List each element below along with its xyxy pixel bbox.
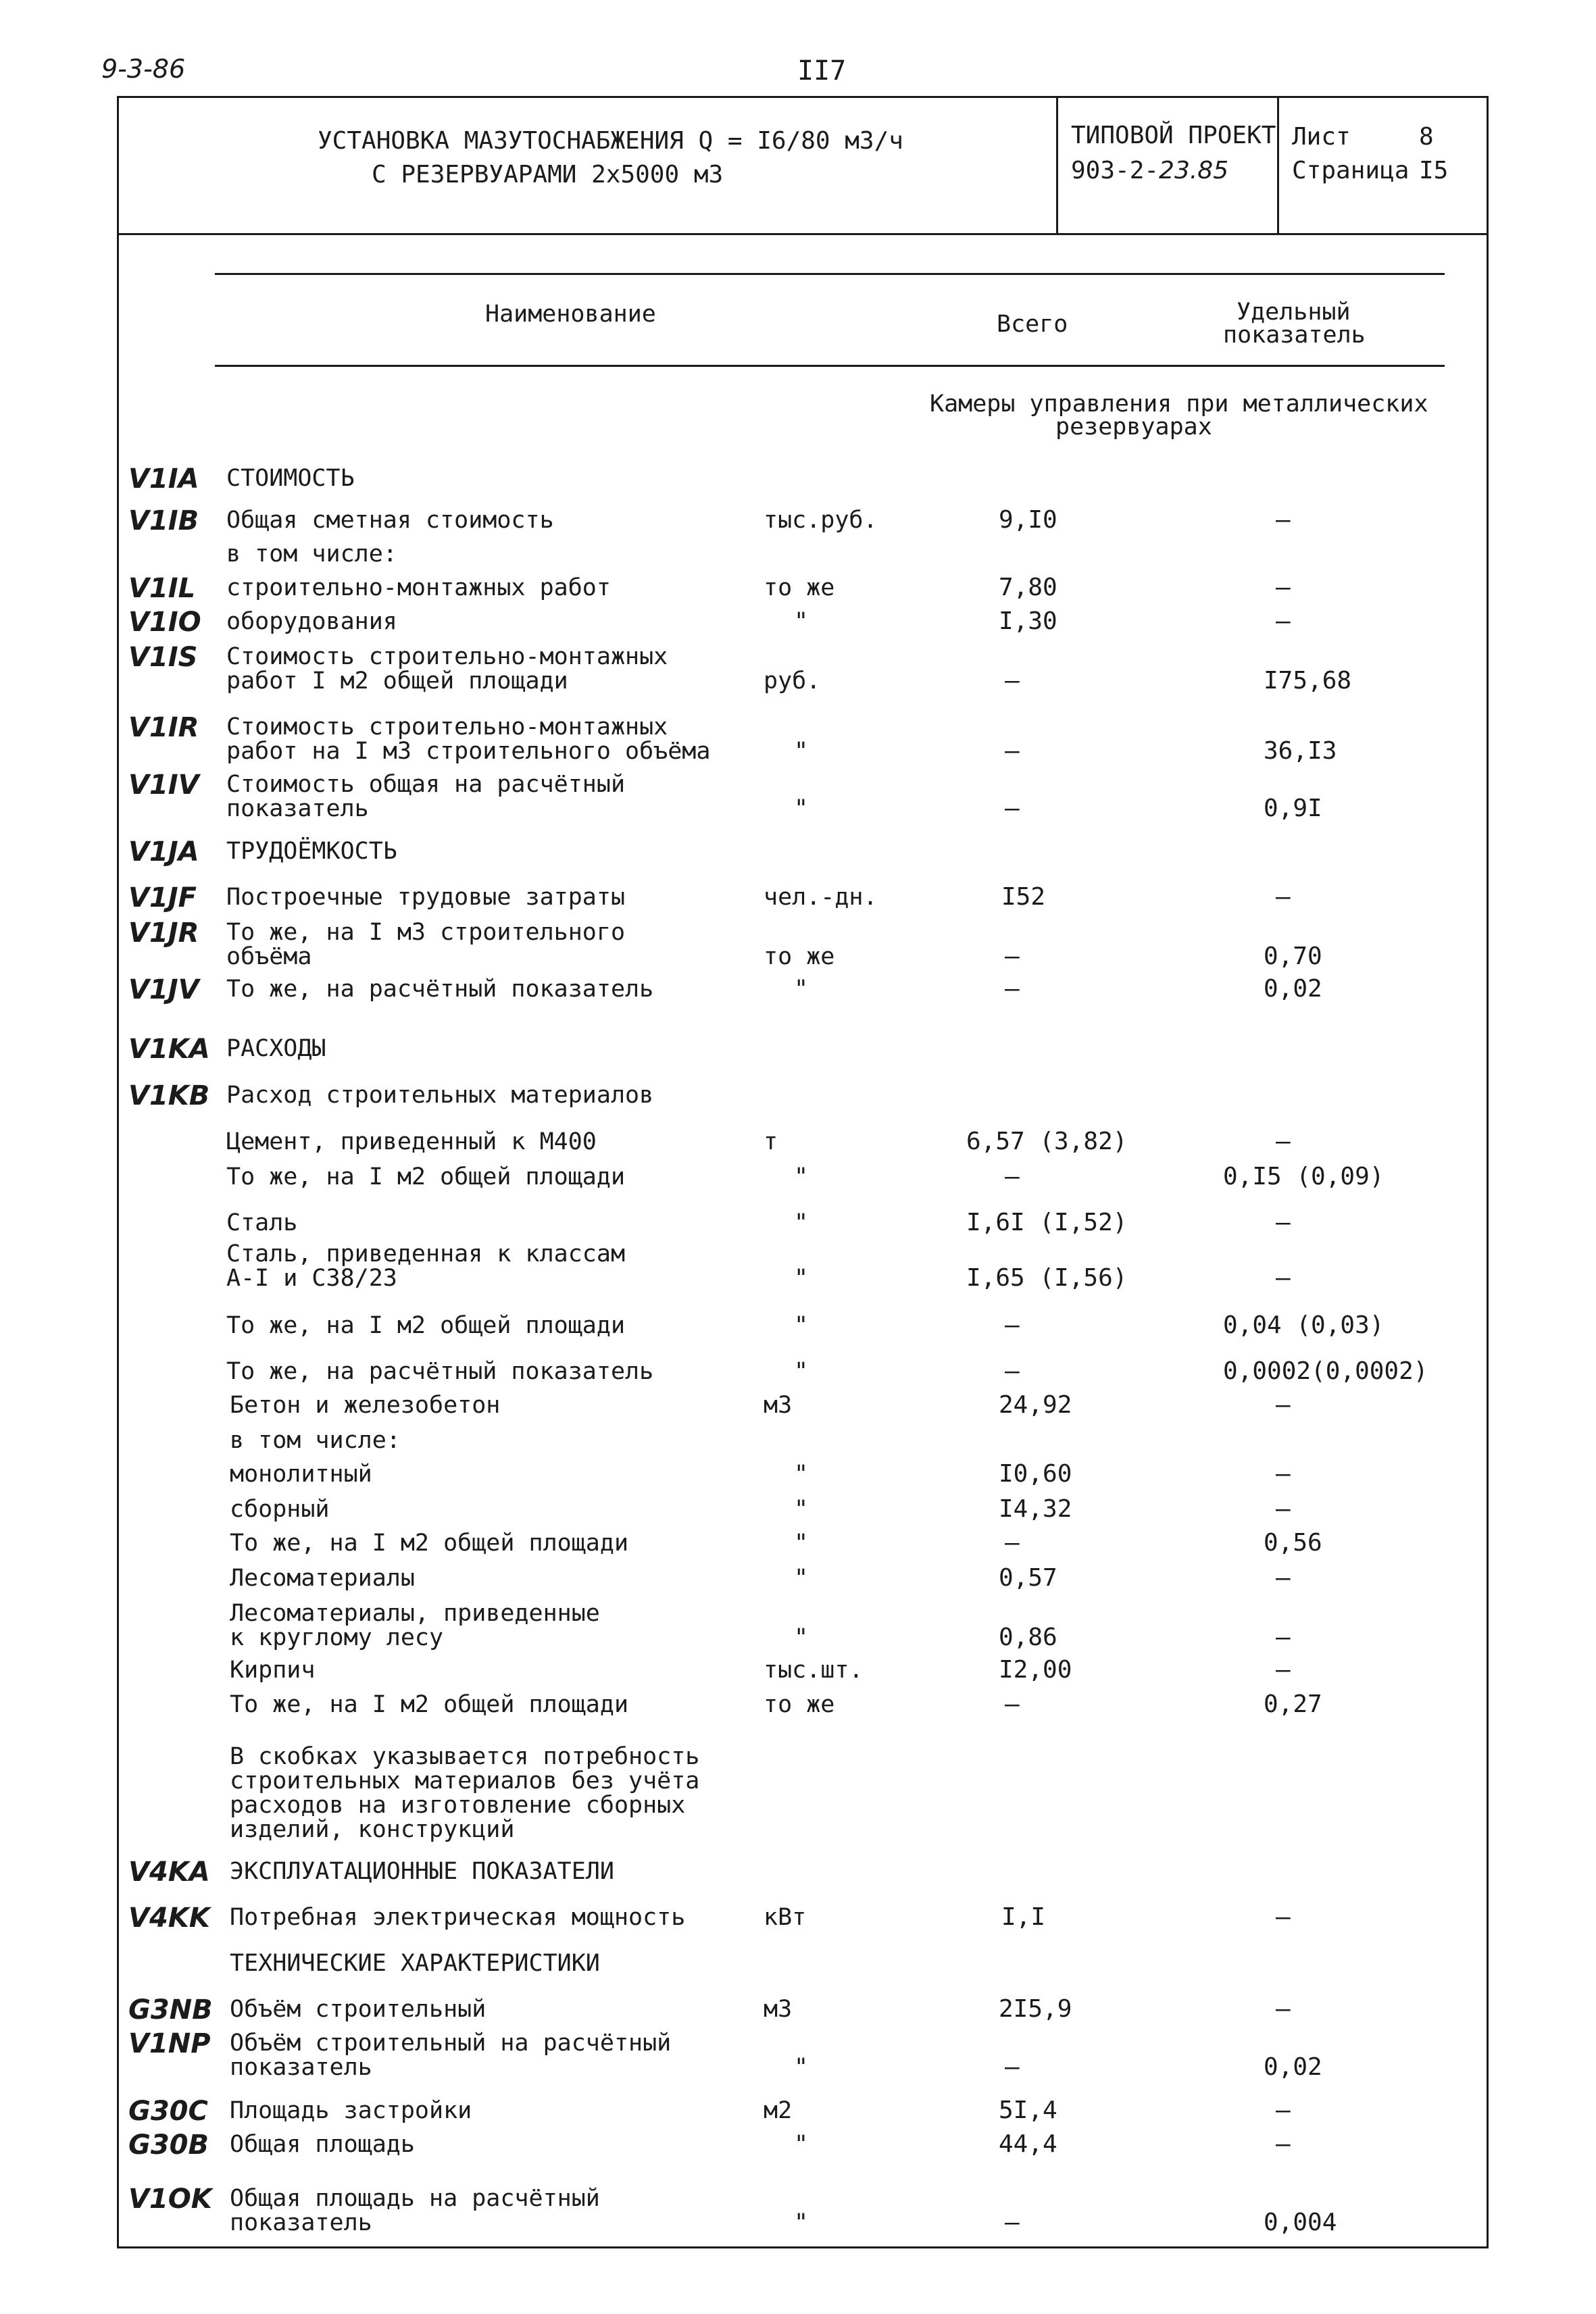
row-code: V1KB <box>128 1080 210 1111</box>
row-name: Кирпич <box>230 1657 316 1684</box>
row-code: V1JR <box>128 917 199 949</box>
row-code: V4KA <box>128 1857 210 1888</box>
row-name: ТРУДОЁМКОСТЬ <box>226 838 397 865</box>
row-specific: – <box>1276 1209 1291 1236</box>
row-unit: " <box>794 1312 809 1339</box>
row-total: – <box>1005 667 1020 695</box>
row-unit: " <box>794 1530 809 1557</box>
row-name: То же, на I м2 общей площади <box>226 1163 626 1190</box>
row-code: V1IV <box>128 770 199 801</box>
row-code: V1JF <box>128 882 197 913</box>
row-specific: 0,0002(0,0002) <box>1223 1357 1428 1385</box>
row-total: I,6I (I,52) <box>966 1209 1128 1236</box>
row-code: V1IR <box>128 712 199 743</box>
title-block-separator-2 <box>1277 96 1279 234</box>
row-specific: – <box>1276 2130 1291 2158</box>
row-specific: – <box>1276 1564 1291 1592</box>
row-code: V1JA <box>128 836 199 867</box>
row-unit: тыс.руб. <box>764 507 878 534</box>
row-name: Объём строительный на расчётный показатель <box>230 2030 672 2081</box>
row-code: V1IO <box>128 607 201 638</box>
row-unit: " <box>794 2209 809 2236</box>
row-total: – <box>1005 942 1020 970</box>
row-total: – <box>1005 975 1020 1003</box>
row-total: 0,57 <box>999 1564 1057 1592</box>
row-code: V4KK <box>128 1903 210 1934</box>
row-total: I,I <box>1001 1903 1046 1931</box>
row-code: V1KA <box>128 1034 210 1065</box>
row-unit: руб. <box>764 668 821 695</box>
row-name: То же, на I м2 общей площади <box>226 1312 626 1339</box>
row-name: Сталь <box>226 1209 298 1236</box>
row-name: строительно-монтажных работ <box>226 574 611 601</box>
row-code: G30B <box>128 2130 209 2161</box>
row-total: 6,57 (3,82) <box>966 1128 1128 1155</box>
header-total: Всего <box>997 311 1068 338</box>
title-line-2: С РЕЗЕРВУАРАМИ 2х5000 м3 <box>372 161 724 188</box>
row-specific: – <box>1276 883 1291 911</box>
row-name: Общая площадь <box>230 2131 415 2158</box>
row-unit: тыс.шт. <box>764 1657 864 1684</box>
header-specific-line2: показатель <box>1223 322 1366 349</box>
row-specific: – <box>1276 1264 1291 1292</box>
row-total: 0,86 <box>999 1624 1057 1651</box>
row-specific: 0,70 <box>1264 942 1322 970</box>
row-total: I2,00 <box>999 1656 1072 1684</box>
row-specific: – <box>1276 1391 1291 1419</box>
row-name: Расход строительных материалов <box>226 1082 654 1109</box>
page-value: I5 <box>1419 157 1449 184</box>
row-name: сборный <box>230 1496 330 1523</box>
table-top-rule <box>215 273 1445 275</box>
row-code: G30C <box>128 2096 208 2127</box>
row-specific: – <box>1276 1624 1291 1651</box>
row-total: – <box>1005 1163 1020 1190</box>
row-code: V1OK <box>128 2184 212 2215</box>
row-total: – <box>1005 1357 1020 1385</box>
row-name: Лесоматериалы, приведенные к круглому лесу <box>230 1600 600 1651</box>
row-unit: " <box>794 1565 809 1592</box>
row-unit: то же <box>764 943 835 970</box>
row-name: То же, на I м3 строительного объёма <box>226 919 626 970</box>
page-label: Страница <box>1292 157 1410 184</box>
row-unit: " <box>794 976 809 1003</box>
row-specific: – <box>1276 506 1291 534</box>
subheader-line1: Камеры управления при металлических <box>930 391 1428 418</box>
row-name: РАСХОДЫ <box>226 1035 326 1062</box>
title-block-separator-1 <box>1056 96 1058 234</box>
project-label: ТИПОВОЙ ПРОЕКТ <box>1071 122 1276 149</box>
row-specific: – <box>1276 1495 1291 1523</box>
row-name: Площадь застройки <box>230 2097 472 2124</box>
row-specific: – <box>1276 1903 1291 1931</box>
project-number <box>1071 157 1228 184</box>
row-name: ТЕХНИЧЕСКИЕ ХАРАКТЕРИСТИКИ <box>230 1950 600 1977</box>
row-unit: т <box>764 1128 778 1155</box>
row-specific: – <box>1276 607 1291 635</box>
row-name: Объём строительный <box>230 1996 487 2023</box>
row-unit: м2 <box>764 2097 793 2124</box>
row-specific: – <box>1276 1128 1291 1155</box>
row-total: – <box>1005 1529 1020 1557</box>
row-unit: " <box>794 1265 809 1292</box>
row-total: I4,32 <box>999 1495 1072 1523</box>
row-specific: – <box>1276 1460 1291 1488</box>
row-specific: – <box>1276 1995 1291 2023</box>
row-unit: " <box>794 1496 809 1523</box>
row-total: I,65 (I,56) <box>966 1264 1128 1292</box>
row-specific: 0,9I <box>1264 795 1322 822</box>
row-specific: 0,02 <box>1264 975 1322 1003</box>
row-unit: " <box>794 2131 809 2158</box>
row-unit: чел.-дн. <box>764 884 878 911</box>
row-code: V1IB <box>128 505 199 536</box>
row-total: – <box>1005 795 1020 822</box>
row-name: в том числе: <box>226 540 397 568</box>
row-name: Стоимость строительно-монтажных работ I м2 общей площади <box>226 643 668 695</box>
row-unit: м3 <box>764 1996 793 2023</box>
row-name: Бетон и железобетон <box>230 1392 501 1419</box>
row-name: В скобках указывается потребность строительных материалов без учёта расходов на изготовление сборных изделий, конструкций <box>230 1743 700 1843</box>
row-name: То же, на расчётный показатель <box>226 976 654 1003</box>
sheet-label: Лист <box>1292 123 1351 151</box>
row-unit: " <box>794 1209 809 1236</box>
row-name: Потребная электрическая мощность <box>230 1904 686 1931</box>
row-total: 7,80 <box>999 574 1057 601</box>
row-name: То же, на I м2 общей площади <box>230 1530 629 1557</box>
page-number: II7 <box>797 55 847 86</box>
row-name: ЭКСПЛУАТАЦИОННЫЕ ПОКАЗАТЕЛИ <box>230 1858 614 1885</box>
row-name: Стоимость общая на расчётный показатель <box>226 771 626 822</box>
row-code: G3NB <box>128 1994 213 2026</box>
row-unit: " <box>794 608 809 635</box>
row-name: оборудования <box>226 608 397 635</box>
row-unit: " <box>794 1624 809 1651</box>
row-name: Стоимость строительно-монтажных работ на I м3 строительного объёма <box>226 713 711 765</box>
row-total: 2I5,9 <box>999 1995 1072 2023</box>
row-code: V1JV <box>128 974 199 1005</box>
row-unit: " <box>794 1163 809 1190</box>
title-block-divider <box>117 233 1489 235</box>
row-specific: 0,27 <box>1264 1690 1322 1718</box>
row-name: Сталь, приведенная к классам А-I и С38/23 <box>226 1240 626 1292</box>
row-unit: " <box>794 1358 809 1385</box>
table-header-rule <box>215 365 1445 367</box>
row-specific: – <box>1276 1656 1291 1684</box>
row-name: Цемент, приведенный к М400 <box>226 1128 597 1155</box>
row-total: I0,60 <box>999 1460 1072 1488</box>
sheet-value: 8 <box>1419 123 1434 151</box>
row-unit: то же <box>764 1691 835 1718</box>
row-name: Лесоматериалы <box>230 1565 415 1592</box>
row-total: – <box>1005 1690 1020 1718</box>
row-unit: " <box>794 738 809 765</box>
row-total: 24,92 <box>999 1391 1072 1419</box>
row-name: То же, на I м2 общей площади <box>230 1691 629 1718</box>
row-code: V1IS <box>128 642 198 673</box>
row-name: в том числе: <box>230 1427 401 1454</box>
row-code: V1NP <box>128 2028 211 2059</box>
row-name: монолитный <box>230 1461 372 1488</box>
row-unit: кВт <box>764 1904 807 1931</box>
subheader-line2: резервуарах <box>1055 413 1212 441</box>
header-name: Наименование <box>485 301 656 328</box>
row-total: I52 <box>1001 883 1046 911</box>
row-total: 44,4 <box>999 2130 1057 2158</box>
row-specific: 36,I3 <box>1264 737 1337 765</box>
row-unit: м3 <box>764 1392 793 1419</box>
row-total: – <box>1005 737 1020 765</box>
row-code: V1IL <box>128 573 196 604</box>
project-number-handwritten: 23.85 <box>1159 157 1229 184</box>
row-specific: I75,68 <box>1264 667 1352 695</box>
row-specific: 0,56 <box>1264 1529 1322 1557</box>
title-line-1: УСТАНОВКА МАЗУТОСНАБЖЕНИЯ Q = I6/80 м3/ч <box>318 127 903 155</box>
row-unit: " <box>794 1461 809 1488</box>
row-unit: " <box>794 2054 809 2081</box>
row-total: 9,I0 <box>999 506 1057 534</box>
project-number-printed: 903-2- <box>1071 157 1159 184</box>
row-code: V1IA <box>128 463 199 495</box>
doc-code: 9-3-86 <box>101 54 186 84</box>
row-specific: 0,02 <box>1264 2053 1322 2081</box>
row-total: – <box>1005 2053 1020 2081</box>
row-specific: 0,004 <box>1264 2209 1337 2236</box>
row-specific: – <box>1276 574 1291 601</box>
row-name: Построечные трудовые затраты <box>226 884 626 911</box>
row-unit: " <box>794 795 809 822</box>
row-total: – <box>1005 1311 1020 1339</box>
row-unit: то же <box>764 574 835 601</box>
row-name: СТОИМОСТЬ <box>226 465 355 492</box>
header-specific-line1: Удельный <box>1237 299 1351 326</box>
row-specific: – <box>1276 2096 1291 2124</box>
row-name: То же, на расчётный показатель <box>226 1358 654 1385</box>
row-total: – <box>1005 2209 1020 2236</box>
row-total: I,30 <box>999 607 1057 635</box>
row-name: Общая площадь на расчётный показатель <box>230 2185 600 2236</box>
row-specific: 0,I5 (0,09) <box>1223 1163 1385 1190</box>
row-specific: 0,04 (0,03) <box>1223 1311 1385 1339</box>
row-name: Общая сметная стоимость <box>226 507 554 534</box>
row-total: 5I,4 <box>999 2096 1057 2124</box>
